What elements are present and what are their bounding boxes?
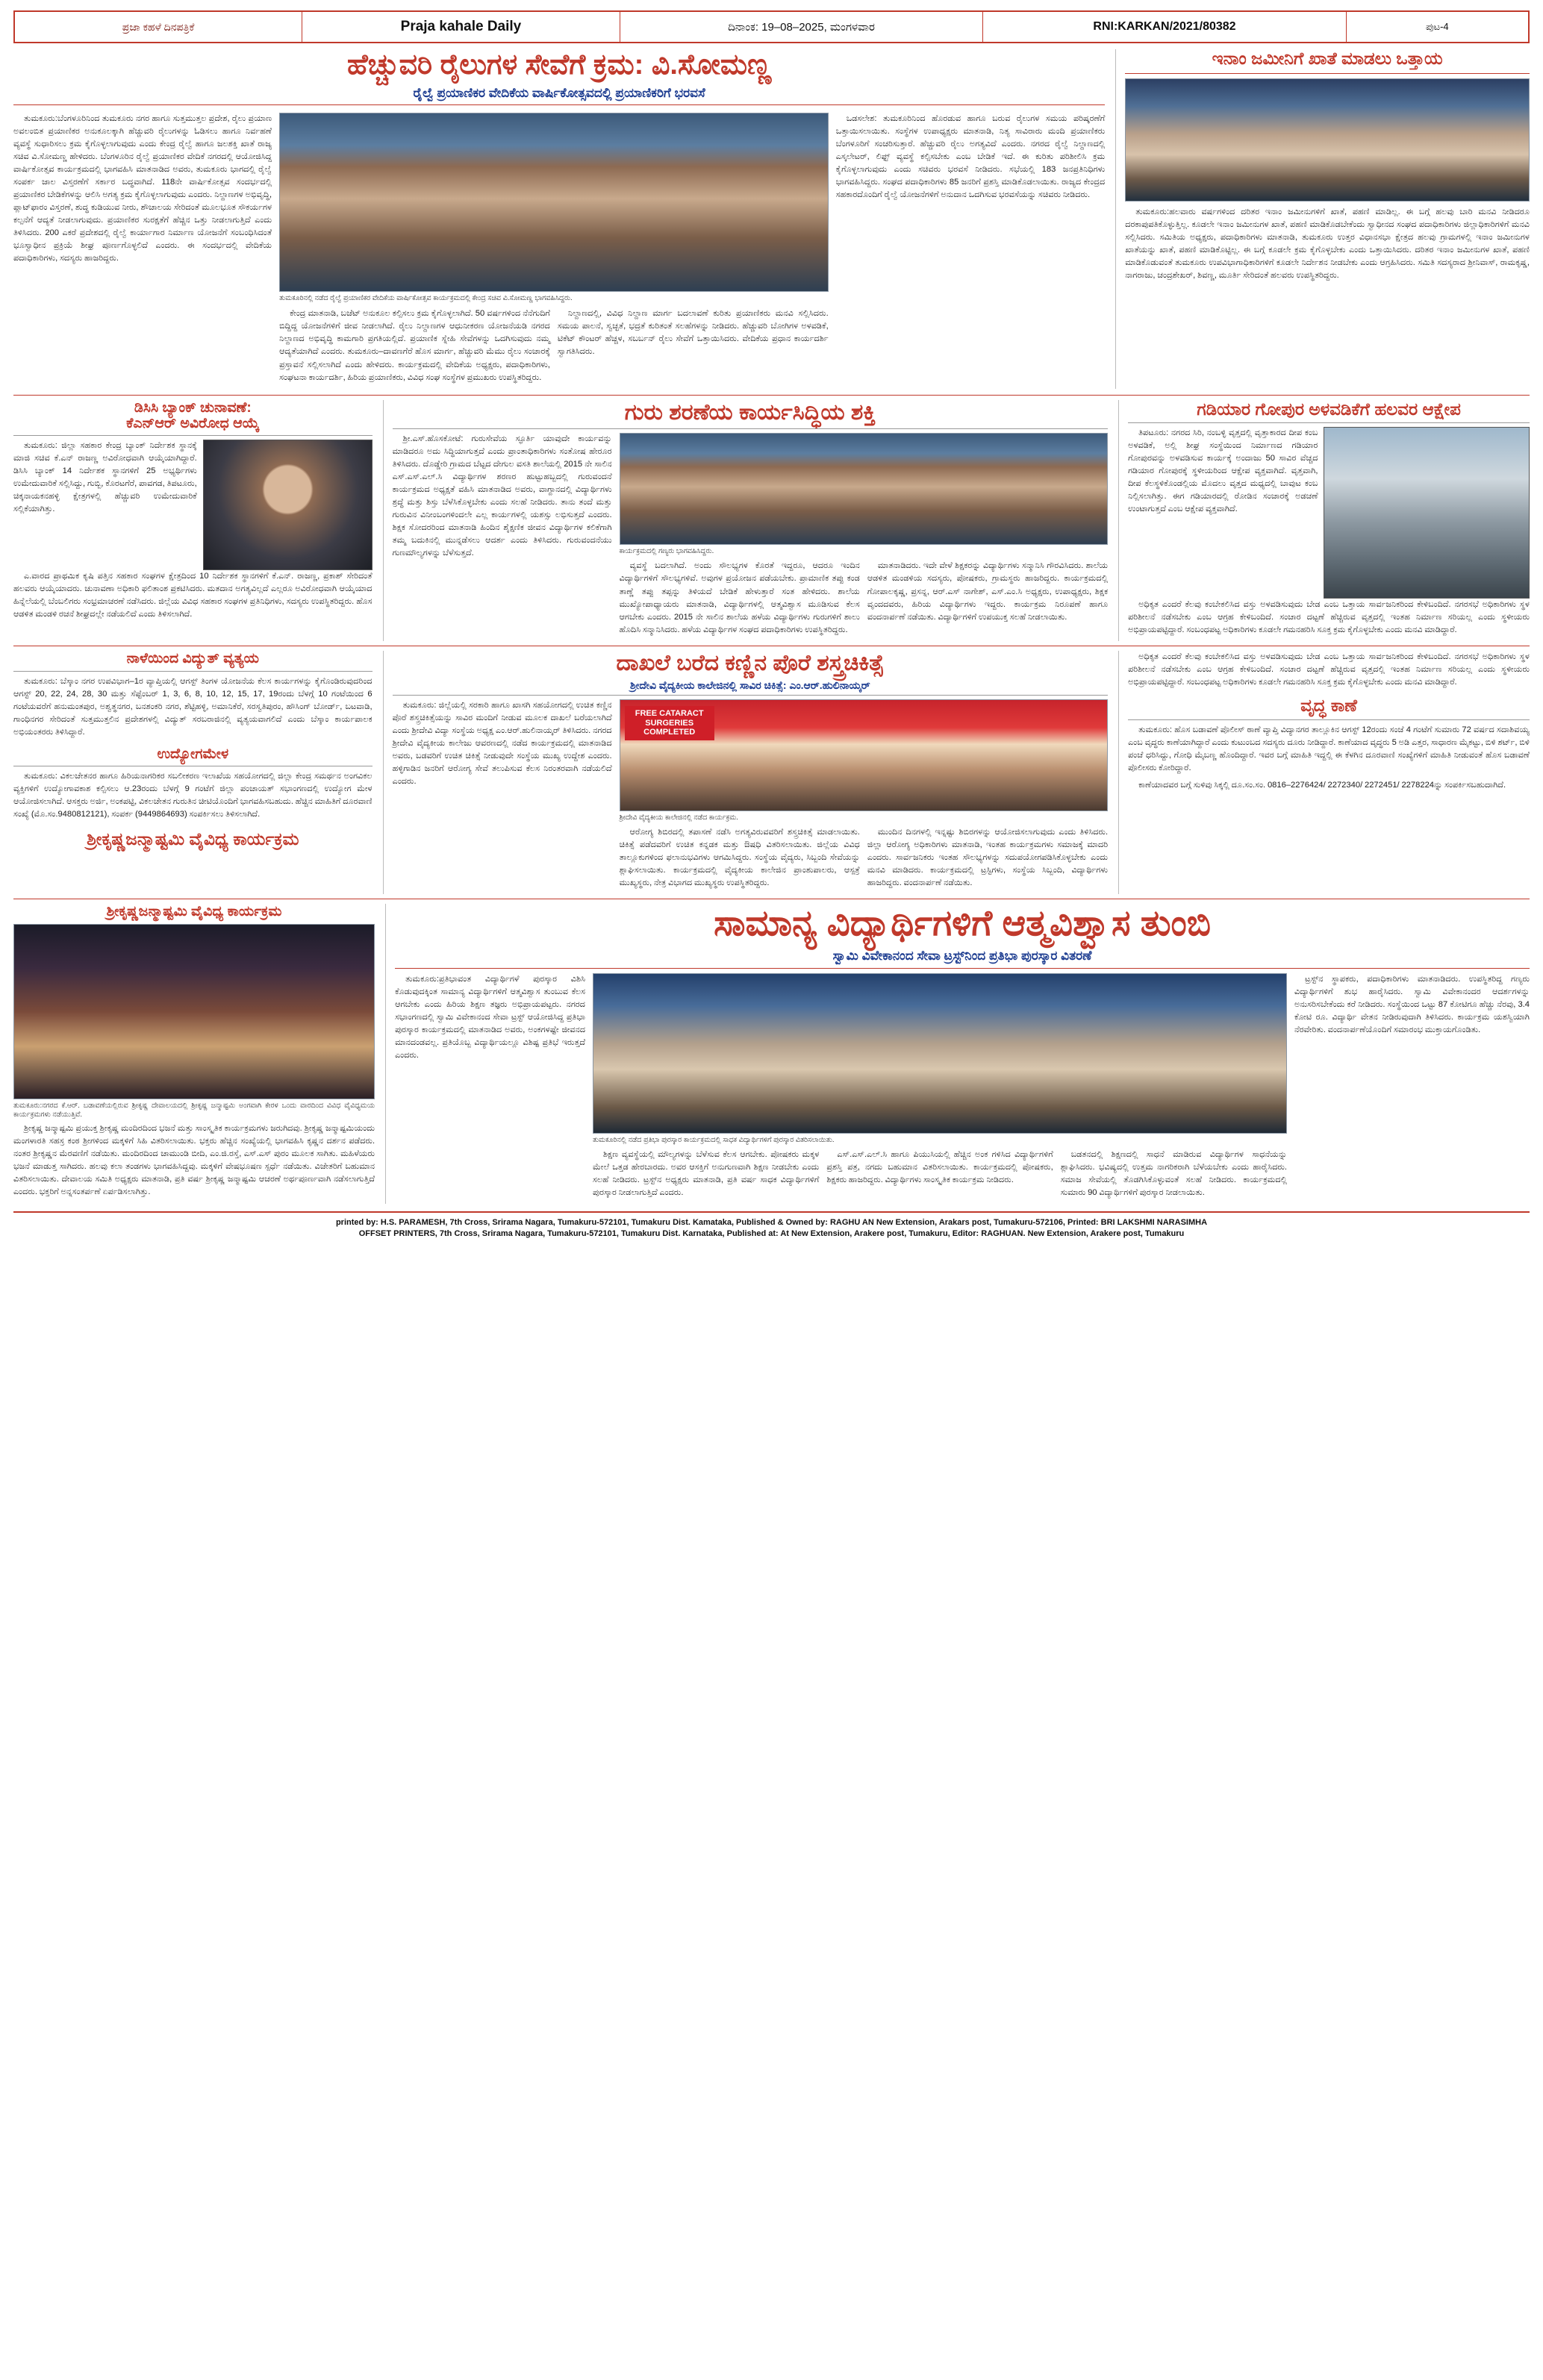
guru-col1-text: ಶ್ರೀ.ಎಸ್.ಹೊಸಕೋಟೆ: ಗುರುಸೇವೆಯ ಸ್ಫೂರ್ತಿ ಯಾವುದೇ ಕಾರ್ಯವನ್ನು ಮಾಡಿದರೂ ಅದು ಸಿದ್ಧಿಯಾಗುತ್ತದೆ ಎಂದು ಪ್ರಾಂತಾಧಿಕಾರಿಗಳು ಸಂತೋಷ ಹೇರೂರ ತಿಳಿಸಿದರು. ದೊಡ್ಡೇರಿ ಗ್ರಾಮದ ಬೆಟ್ಟದ ದೇಗುಲ ವಸತಿ ಶಾಲೆಯಲ್ಲಿ 2015 ನೇ ಸಾಲಿನ ಎಸ್.ಎಸ್.ಎಲ್.ಸಿ ವಿದ್ಯಾರ್ಥಿಗಳ ಶರಣರ ಹುಟ್ಟುಹಬ್ಬದಲ್ಲಿ ಗುರುವಂದನೆ ಕಾರ್ಯಕ್ರಮದ ಅಧ್ಯಕ್ಷತೆ ವಹಿಸಿ ಮಾತನಾಡಿದ ಅವರು, ವಾಗ್ದಾನದಲ್ಲಿ ವಿದ್ಯಾರ್ಥಿಗಳು ಶ್ರದ್ಧೆ ಮತ್ತು ಶಿಸ್ತು ಬೆಳೆಸಿಕೊಳ್ಳಬೇಕು ಎಂದು ಸಲಹೆ ನೀಡಿದರು. ತಾನು ತಂದೆ ಮತ್ತು ಗುರುವಿನ ವಿನೀಂಬಂಗಳಿಂದಲೇ ಎಲ್ಲ ಕಾರ್ಯಗಳಲ್ಲಿ ಯಶಸ್ಸು ಲಭಿಸುತ್ತದೆ ಎಂದರು. ಶಿಕ್ಷಕ ಸೋದರರಿಂದ ಮಾತನಾಡಿ ಹಿಂದಿನ ಶೈಕ್ಷಣಿಕ ಜೀವನ ವಿದ್ಯಾರ್ಥಿಗಳ ಕಲಿಕೆಗಾಗಿ ತಮ್ಮ ಬದುಕಿನಲ್ಲಿ ಮುನ್ನಡೆಸಲು ಆದರ್ಶ ಎಂದು ತಿಳಿಸಿದರು. ಗುರುವಂದನೆಯು ಗುಣಮೌಲ್ಯಗಳನ್ನು ಬೆಳೆಸುತ್ತದೆ. [392, 434, 612, 558]
top-right-col1 [1125, 206, 1530, 287]
obituary-col1 [1128, 724, 1530, 796]
lead-col3-text: ನಿಲ್ದಾಣದಲ್ಲಿ, ವಿವಿಧ ನಿಲ್ದಾಣ ಮಾರ್ಗ ಬದಲಾವಣೆ ಕುರಿತು ಪ್ರಯಾಣಿಕರು ಮನವಿ ಸಲ್ಲಿಸಿದರು. ಸಮಯ ಪಾಲನೆ, ಸ್ವಚ್ಛತೆ, ಭದ್ರತೆ ಕುರಿತಂತೆ ಸಲಹೆಗಳನ್ನು ನೀಡಿದರು. ಹೆಚ್ಚುವರಿ ಬೋಗಿಗಳ ಅಳವಡಿಕೆ, ಟಿಕೆಟ್ ಕೌಂಟರ್ ಹೆಚ್ಚಳ, ಸಬರ್ಬನ್ ರೈಲು ಸೇವೆಗೆ ಒತ್ತಾಯಿಸಿದರು. ವೇದಿಕೆಯ ಪ್ರಧಾನ ಕಾರ್ಯದರ್ಶಿ ಸ್ವಾಗತಿಸಿದರು. [557, 309, 829, 357]
eye-photo [620, 699, 1108, 811]
main-bottom-col1 [395, 973, 585, 1066]
bank-col1-text: ತುಮಕೂರು: ಜಿಲ್ಲಾ ಸಹಕಾರ ಕೇಂದ್ರ ಬ್ಯಾಂಕ್ ನಿರ್ದೇಶಕ ಸ್ಥಾನಕ್ಕೆ ಮಾಜಿ ಸಚಿವ ಕೆ.ಎನ್ ರಾಜಣ್ಣ ಅವಿರೋಧವಾಗಿ ಆಯ್ಕೆಯಾಗಿದ್ದಾರೆ. ಡಿಸಿಸಿ ಬ್ಯಾಂಕ್ 14 ನಿರ್ದೇಶಕ ಸ್ಥಾನಗಳಿಗೆ 25 ಅಭ್ಯರ್ಥಿಗಳು ಉಮೇದುವಾರಿಕೆ ಸಲ್ಲಿಸಿದ್ದು, ಗುಬ್ಬಿ, ಕೊರಟಗೆರೆ, ಪಾವಗಡ, ತಿಪಟೂರು, ಚಿಕ್ಕನಾಯಕನಹಳ್ಳಿ ಕ್ಷೇತ್ರಗಳಲ್ಲಿ ಹೆಚ್ಚುವರಿ ಉಮೇದುವಾರಿಕೆ ಸಲ್ಲಿಕೆಯಾಗಿತ್ತು. [13, 441, 197, 514]
eye-subhead: ಶ್ರೀದೇವಿ ವೈದ್ಯಕೀಯ ಕಾಲೇಜಿನಲ್ಲಿ ಸಾವಿರ ಚಿಕಿತ್ಸೆ: ಎಂ.ಆರ್.ಹುಲಿನಾಯ್ಕರ್ [630, 678, 870, 691]
footer-line-1: printed by: H.S. PARAMESH, 7th Cross, Srirama Nagara, Tumakuru-572101, Tumakuru Dist. Kamataka, Published & Owned by: RAGHU AN New Extension, Arakars post, Tumakuru-572106, Printed: BRI LAKSHMI NARASIMHA [335, 1218, 1208, 1228]
masthead-left-label: ಪ್ರಜಾ ಕಹಳೆ ದಿನಪತ್ರಿಕೆ [15, 12, 302, 42]
eye-banner-text: FREE CATARACT SURGERIES COMPLETED [625, 706, 714, 740]
clock-col2-continued-text: ಅಧಿಕೃತ ಎಂದರೆ ಕೆಲವು ಕಂಬೇಕಲಿಸಿದ ವಸ್ತು ಅಳವಡಿಸುವುದು ಬೇಡ ಎಂಬ ಒತ್ತಾಯ ಸಾರ್ವಜನಿಕರಿಂದ ಕೇಳಿಬಂದಿದೆ. ನಗರಸಭೆ ಅಧಿಕಾರಿಗಳು ಸ್ಥಳ ಪರಿಶೀಲನೆ ನಡೆಸಬೇಕು ಎಂಬ ಆಗ್ರಹ ಕೇಳಿಬಂದಿದೆ. ಸಂಚಾರ ದಟ್ಟಣೆ ಹೆಚ್ಚಿರುವ ವೃತ್ತದಲ್ಲಿ ಇಂತಹ ನಿರ್ಮಾಣ ಸರಿಯಲ್ಲ ಎಂದು ಸ್ಥಳೀಯರು ಅಭಿಪ್ರಾಯಪಟ್ಟಿದ್ದಾರೆ. ಸಂಬಂಧಪಟ್ಟ ಅಧಿಕಾರಿಗಳು ಕೂಡಲೇ ಗಮನಹರಿಸಿ ಸೂಕ್ತ ಕ್ರಮ ಕೈಗೊಳ್ಳಬೇಕು ಎಂದು ಮನವಿ ಮಾಡಿದ್ದಾರೆ. [1128, 652, 1530, 687]
krishna-col1 [13, 1122, 375, 1203]
main-bottom-subhead: ಸ್ವಾಮಿ ವಿವೇಕಾನಂದ ಸೇವಾ ಟ್ರಸ್ಟ್‌ನಿಂದ ಪ್ರತಿಭಾ ಪುರಸ್ಕಾರ ವಿತರಣೆ [832, 949, 1092, 963]
top-right-headline: ಇನಾಂ ಜಮೀನಿಗೆ ಖಾತೆ ಮಾಡಲು ಒತ್ತಾಯ [1212, 49, 1443, 68]
lead-col1-text: ತುಮಕೂರು:ಬೆಂಗಳೂರಿನಿಂದ ತುಮಕೂರು ನಗರ ಹಾಗೂ ಸುತ್ತಮುತ್ತಲ ಪ್ರದೇಶ, ರೈಲು ಪ್ರಯಾಣ ಅವಲಂಬಿತ ಪ್ರಯಾಣಿಕರ ಅನುಕೂಲಕ್ಕಾಗಿ ಹೆಚ್ಚುವರಿ ರೈಲುಗಳನ್ನು ಓಡಿಸಲು ಹಾಗೂ ನಿರ್ವಹಣೆ ವ್ಯವಸ್ಥೆ ಸುಧಾರಿಸಲು ಕ್ರಮ ಕೈಗೊಳ್ಳಲಾಗುವುದು ಎಂದು ಕೇಂದ್ರ ರೈಲ್ವೆ ಹಾಗೂ ಜಲಶಕ್ತಿ ಖಾತೆ ರಾಜ್ಯ ಸಚಿವ ವಿ.ಸೋಮಣ್ಣ ಹೇಳಿದರು. ಬೆಂಗಳೂರಿನ ರೈಲ್ವೆ ಪ್ರಯಾಣಿಕರ ವೇದಿಕೆ ನಗರದಲ್ಲಿ ಆಯೋಜಿಸಿದ್ದ ವಾರ್ಷಿಕೋತ್ಸವ ಕಾರ್ಯಕ್ರಮದಲ್ಲಿ ಭಾಗವಹಿಸಿ ಮಾತನಾಡಿದ ಅವರು, ತುಮಕೂರು ಭಾಗದಲ್ಲಿ ರೈಲ್ವೆ ಸಂಪರ್ಕ ಜಾಲ ವಿಸ್ತರಣೆಗೆ ಸರ್ಕಾರ ಬದ್ಧವಾಗಿದೆ. 118ನೇ ವಾರ್ಷಿಕೋತ್ಸವ ಸಂದರ್ಭದಲ್ಲಿ ಪ್ರಯಾಣಿಕರ ಬೇಡಿಕೆಗಳನ್ನು ಆಲಿಸಿ ಅಗತ್ಯ ಕ್ರಮ ಕೈಗೊಳ್ಳಲಾಗುವುದು ಎಂದರು. ನಿಲ್ದಾಣಗಳ ಅಭಿವೃದ್ಧಿ, ಪ್ಲಾಟ್‌ಫಾರಂ ವಿಸ್ತರಣೆ, ಶುದ್ಧ ಕುಡಿಯುವ ನೀರು, ಶೌಚಾಲಯ ಸೇರಿದಂತೆ ಮೂಲಭೂತ ಸೌಕರ್ಯಗಳ ಕಲ್ಪನೆಗೆ ಆದ್ಯತೆ ನೀಡಲಾಗುವುದು. ಪ್ರಯಾಣಿಕರ ಸುರಕ್ಷತೆಗೆ ಹೆಚ್ಚಿನ ಒತ್ತು ನೀಡಲಾಗುತ್ತಿದೆ ಎಂದು ತಿಳಿಸಿದರು. 200 ಎಕರೆ ಪ್ರದೇಶದಲ್ಲಿ ರೈಲ್ವೆ ಕಾರ್ಯಾಗಾರ ನಿರ್ಮಾಣ ಯೋಜನೆಗೆ ಸಂಬಂಧಿಸಿದಂತೆ ಭೂಸ್ವಾಧೀನ ಪ್ರಕ್ರಿಯೆ ಶೀಘ್ರ ಪೂರ್ಣಗೊಳ್ಳಲಿದೆ ಎಂದರು. ಈ ಸಂದರ್ಭದಲ್ಲಿ ವೇದಿಕೆಯ ಪದಾಧಿಕಾರಿಗಳು, ಸದಸ್ಯರು ಹಾಜರಿದ್ದರು. [13, 114, 272, 263]
bank-col1 [13, 440, 197, 570]
masthead-date: ದಿನಾಂಕ: 19–08–2025, ಮಂಗಳವಾರ [620, 12, 983, 42]
guru-col3-text: ಮಾತನಾಡಿದರು. ಇದೇ ವೇಳೆ ಶಿಕ್ಷಕರನ್ನು ವಿದ್ಯಾರ್ಥಿಗಳು ಸನ್ಮಾನಿಸಿ ಗೌರವಿಸಿದರು. ಶಾಲೆಯ ಆಡಳಿತ ಮಂಡಳಿಯ ಸದಸ್ಯರು, ಪೋಷಕರು, ಗ್ರಾಮಸ್ಥರು ಹಾಜರಿದ್ದರು. ಕಾರ್ಯಕ್ರಮದಲ್ಲಿ ಗೋಪಾಲಕೃಷ್ಣ, ಪ್ರಸನ್ನ, ಆರ್.ಎಸ್ ನಾಗೇಶ್, ಎಸ್.ಎಂ.ಸಿ ಅಧ್ಯಕ್ಷರು, ಉಪಾಧ್ಯಕ್ಷರು, ಶಿಕ್ಷಕ ವೃಂದದವರು, ಹಿರಿಯ ವಿದ್ಯಾರ್ಥಿಗಳು ಇದ್ದರು. ಕಾರ್ಯಕ್ರಮ ನಿರೂಪಣೆ ಹಾಗೂ ವಂದನಾರ್ಪಣೆ ನಡೆಯಿತು. ವಿದ್ಯಾರ್ಥಿಗಳಿಗೆ ಉಪಯುಕ್ತ ಸಲಹೆ ನೀಡಲಾಯಿತು. [867, 561, 1109, 622]
top-right-col1-text: ತುಮಕೂರು:ಹಲವಾರು ವರ್ಷಗಳಿಂದ ದರಿತರ ಇನಾಂ ಜಮೀನುಗಳಿಗೆ ಖಾತೆ, ಪಹಣಿ ಮಾಡಿಲ್ಲ. ಈ ಬಗ್ಗೆ ಹಲವು ಬಾರಿ ಮನವಿ ನೀಡಿದರೂ ದರಕಾಪುಪತಿಕೊಳ್ಳುತ್ತಿಲ್ಲ. ಕೂಡಲೇ ಇನಾಂ ಜಮೀನುಗಳ ಖಾತೆ, ಪಹಣಿ ಮಾಡಿಕೊಡಬೇಕೆಂದು ಸ್ವಾಧೀನದ ಸಂಘದ ಪದಾಧಿಕಾರಿಗಳು ಜಿಲ್ಲಾಧಿಕಾರಿಗಳಿಗೆ ಮನವಿ ಸಲ್ಲಿಸಿದರು. ಸಮಿತಿಯ ಅಧ್ಯಕ್ಷರು, ಪದಾಧಿಕಾರಿಗಳು ಮಾತನಾಡಿ, ತುಮಕೂರು ಉತ್ತರ ವಿಧಾನಸಭಾ ಕ್ಷೇತ್ರದ ಹಲವು ಗ್ರಾಮಗಳಲ್ಲಿ ಇನಾಂ ಜಮೀನುಗಳ ಖಾತೆಯನ್ನು ಖಾತೆ, ಪಹಣಿ ಮಾಡಿಕೊಟ್ಟಿಲ್ಲ. ಈ ಬಗ್ಗೆ ಕೂಡಲೇ ಕ್ರಮ ಕೈಗೊಳ್ಳಬೇಕು ಎಂದು ಒತ್ತಾಯಿಸಿದರು. ದರಿತರ ಇನಾಂ ಜಮೀನುಗಳ ಖಾತೆ, ಪಹಣಿ ಮಾಡಿಕೊಡುವಂತೆ ತುಮಕೂರು ಉಪವಿಭಾಗಾಧಿಕಾರಿಗಳಿಗೆ ಕೂಡಲೇ ನಿರ್ದೇಶನ ನೀಡಬೇಕು ಎಂದು ಆಗ್ರಹಿಸಿದರು. ಸಮಿತಿ ಸದಸ್ಯರಾದ ಶ್ರೀನಿವಾಸ್, ರಾಮಕೃಷ್ಣ, ನಾಗರಾಜು, ಚಂದ್ರಶೇಖರ್, ಶಿವಣ್ಣ, ಮೂರ್ತಿ ಸೇರಿದಂತೆ ಹಲವರು ಉಪಸ್ಥಿತರಿದ್ದರು. [1125, 207, 1530, 280]
clock-col1 [1128, 427, 1318, 599]
lead-headline: ಹೆಚ್ಚುವರಿ ರೈಲುಗಳ ಸೇವೆಗೆ ಕ್ರಮ: ವಿ.ಸೋಮಣ್ಣ [346, 49, 772, 81]
main-bottom-headline: ಸಾಮಾನ್ಯ ವಿದ್ಯಾರ್ಥಿಗಳಿಗೆ ಆತ್ಮವಿಶ್ವಾಸ ತುಂಬಿ [714, 904, 1211, 944]
guru-headline: ಗುರು ಶರಣೆಯ ಕಾರ್ಯಸಿದ್ಧಿಯ ಶಕ್ತಿ [624, 399, 876, 425]
main-bottom-col5 [1294, 973, 1530, 1041]
eye-headline: ದಾಖಲೆ ಬರೆದ ಕಣ್ಣಿನ ಪೊರೆ ಶಸ್ತ್ರಚಿಕಿತ್ಸೆ [616, 651, 885, 676]
main-bottom-col4 [1061, 1149, 1287, 1204]
page-footer [13, 1211, 1530, 1240]
guru-col2 [620, 560, 860, 640]
masthead-page-number: ಪುಟ-4 [1426, 21, 1449, 32]
main-bottom-col3 [826, 1149, 1053, 1204]
main-bottom-photo-caption: ತುಮಕೂರಿನಲ್ಲಿ ನಡೆದ ಪ್ರತಿಭಾ ಪುರಸ್ಕಾರ ಕಾರ್ಯಕ್ರಮದಲ್ಲಿ ಸಾಧಕ ವಿದ್ಯಾರ್ಥಿಗಳಿಗೆ ಪುರಸ್ಕಾರ ವಿತರಿಸಲಾಯಿತು. [593, 1135, 835, 1144]
bank-portrait-photo [203, 440, 372, 570]
eye-col2-text: ಆರೋಗ್ಯ ಶಿಬಿರದಲ್ಲಿ ತಪಾಸಣೆ ನಡೆಸಿ ಅಗತ್ಯವಿರುವವರಿಗೆ ಶಸ್ತ್ರಚಿಕಿತ್ಸೆ ಮಾಡಲಾಯಿತು. ಚಿಕಿತ್ಸೆ ಪಡೆದವರಿಗೆ ಉಚಿತ ಕನ್ನಡಕ ಮತ್ತು ಔಷಧಿ ವಿತರಿಸಲಾಯಿತು. ಜಿಲ್ಲೆಯ ವಿವಿಧ ತಾಲ್ಲೂಕುಗಳಿಂದ ಫಲಾನುಭವಿಗಳು ಆಗಮಿಸಿದ್ದರು. ಸಂಸ್ಥೆಯ ವೈದ್ಯರು, ಸಿಬ್ಬಂದಿ ಸೇವೆಯನ್ನು ಶ್ಲಾಘಿಸಲಾಯಿತು. ಕಾರ್ಯಕ್ರಮದಲ್ಲಿ ವೈದ್ಯಕೀಯ ಕಾಲೇಜಿನ ಪ್ರಾಂಶುಪಾಲರು, ಆಸ್ಪತ್ರೆ ಮುಖ್ಯಸ್ಥರು, ನೇತ್ರ ವಿಭಾಗದ ಮುಖ್ಯಸ್ಥರು ಉಪಸ್ಥಿತರಿದ್ದರು. [619, 828, 860, 888]
school-headline: ನಾಳೆಯಿಂದ ವಿದ್ಯುತ್ ವ್ಯತ್ಯಯ [126, 651, 259, 667]
main-bottom-col3-text: ಎಸ್.ಎಸ್.ಎಲ್.ಸಿ ಹಾಗೂ ಪಿಯುಸಿಯಲ್ಲಿ ಹೆಚ್ಚಿನ ಅಂಕ ಗಳಿಸಿದ ವಿದ್ಯಾರ್ಥಿಗಳಿಗೆ ಪ್ರಶಸ್ತಿ ಪತ್ರ, ನಗದು ಬಹುಮಾನ ವಿತರಿಸಲಾಯಿತು. ಕಾರ್ಯಕ್ರಮದಲ್ಲಿ ಪೋಷಕರು, ಶಿಕ್ಷಕರು ಹಾಜರಿದ್ದರು. ವಿದ್ಯಾರ್ಥಿಗಳು ಸಾಂಸ್ಕೃತಿಕ ಕಾರ್ಯಕ್ರಮ ನೀಡಿದರು. [826, 1150, 1053, 1185]
clock-col1-text: ತಿಪಟೂರು: ನಗರದ ಸಿರಿ, ನಂಬಳ್ಳಿ ವೃತ್ತದಲ್ಲಿ ವೃತ್ತಾಕಾರದ ದೀಪ ಕಂಬ ಅಳವಡಿಕೆ, ಅಲ್ಲಿ ಶೀಘ್ರ ಸಂಸ್ಥೆಯಿಂದ ನಿರ್ಮಾಣದ ಗಡಿಯಾರ ಗೋಪುರವನ್ನು ಅಳವಡಿಸುವ ಕಾರ್ಯಕ್ಕೆ ಅಂದಾಜು 50 ಸಾವಿರ ವೆಚ್ಚದ ಗಡಿಯಾರ ಗೋಪುರಕ್ಕೆ ಸ್ಥಳೀಯರಿಂದ ಆಕ್ಷೇಪ ವ್ಯಕ್ತವಾಗಿದೆ. ವೃತ್ತವಾಗಿ, ದೀಪ ಕೆಲಸ್ಥಳಿಕೊಂಡಲ್ಲಿಯ ಮೊದಲು ವೃತ್ತದ ಮಧ್ಯದಲ್ಲಿ ಬಾವುಟ ಕಂಬ ನಿಲ್ಲಿಸಲಾಗಿತ್ತು. ಈಗ ಗಡಿಯಾರದಲ್ಲಿ ರೋಡಿನ ಸಂಚಾರಕ್ಕೆ ಅಡಚಣೆ ಉಂಟಾಗುತ್ತದೆ ಎಂಬ ಆಕ್ಷೇಪ ವ್ಯಕ್ತವಾಗಿದೆ. [1128, 428, 1318, 514]
clock-tower-photo [1324, 427, 1530, 599]
bank-headline: ಡಿಸಿಸಿ ಬ್ಯಾಂಕ್ ಚುನಾವಣೆ: [134, 399, 252, 416]
obituary-col1-text: ತುಮಕೂರು: ಹೊಸ ಬಡಾವಣೆ ಪೊಲೀಸ್ ಠಾಣೆ ವ್ಯಾಪ್ತಿ ವಿದ್ಯಾನಗರ ತಾಲ್ಲೂಕಿನ ಆಗಸ್ಟ್ 12ರಂದು ಸಂಜೆ 4 ಗಂಟೆಗೆ ಸುಮಾರು 72 ವರ್ಷದ ಸದಾಶಿವಯ್ಯ ಎಂಬ ವೃದ್ಧರು ಕಾಣೆಯಾಗಿದ್ದಾರೆ ಎಂದು ಕುಟುಂಬದ ಸದಸ್ಯರು ದೂರು ನೀಡಿದ್ದಾರೆ. ಕಾಣೆಯಾದ ವೃದ್ಧರು 5 ಅಡಿ ಎತ್ತರ, ಸಾಧಾರಣ ಮೈಕಟ್ಟು, ಬಿಳಿ ಶರ್ಟ್, ಬಿಳಿ ಪಂಚೆ ಧರಿಸಿದ್ದು, ಗೋಧಿ ಮೈಬಣ್ಣ ಹೊಂದಿದ್ದಾರೆ. ಇವರ ಬಗ್ಗೆ ಮಾಹಿತಿ ಇದ್ದಲ್ಲಿ ಈ ಕೆಳಗಿನ ದೂರವಾಣಿ ಸಂಖ್ಯೆಗಳಿಗೆ ಮಾಹಿತಿ ನೀಡುವಂತೆ ಹೊಸ ಬಡಾವಣೆ ಪೊಲೀಸರು ಕೋರಿದ್ದಾರೆ. [1128, 725, 1530, 773]
clock-col2 [1128, 599, 1530, 641]
lead-photo [279, 113, 829, 292]
footer-line-2: OFFSET PRINTERS, 7th Cross, Srirama Nagara, Tumakuru-572101, Tumakuru Dist. Karnataka, Published at: At New Extension, Arakere post, Tumakuru, Editor: RAGHUAN. New Extension, Arakere post, Tumakuru [358, 1228, 1185, 1238]
main-bottom-col1-text: ತುಮಕೂರು:ಪ್ರತಿಭಾವಂತ ವಿದ್ಯಾರ್ಥಿಗಳೆ ಪುರಸ್ಕಾರ ವಿಶಿಸಿ ಕೊಡುವುದಕ್ಕಿಂತ ಸಾಮಾನ್ಯ ವಿದ್ಯಾರ್ಥಿಗಳಿಗೆ ಆತ್ಮವಿಶ್ವಾಸ ತುಂಬುವ ಕೆಲಸ ಆಗಬೇಕು ಎಂದು ಹಿರಿಯ ಶಿಕ್ಷಣ ತಜ್ಞರು ಅಭಿಪ್ರಾಯಪಟ್ಟರು. ನಗರದ ಸಭಾಂಗಣದಲ್ಲಿ ಸ್ವಾಮಿ ವಿವೇಕಾನಂದ ಸೇವಾ ಟ್ರಸ್ಟ್ ಆಯೋಜಿಸಿದ್ದ ಪ್ರತಿಭಾ ಪುರಸ್ಕಾರ ಕಾರ್ಯಕ್ರಮದಲ್ಲಿ ಮಾತನಾಡಿದ ಅವರು, ಅಂಕಗಳಷ್ಟೇ ಜೀವನದ ಮಾನದಂಡವಲ್ಲ. ಪ್ರತಿಯೊಬ್ಬ ವಿದ್ಯಾರ್ಥಿಯಲ್ಲೂ ವಿಶಿಷ್ಟ ಪ್ರತಿಭೆ ಇರುತ್ತದೆ ಎಂದರು. [395, 974, 586, 1060]
school-col1-text: ತುಮಕೂರು: ಬೆಸ್ಕಾಂ ನಗರ ಉಪವಿಭಾಗ–1ರ ವ್ಯಾಪ್ತಿಯಲ್ಲಿ ಆಗಸ್ಟ್ ತಿಂಗಳ ಯೋಜನೆಯ ಕೆಲಸ ಕಾರ್ಯಗಳನ್ನು ಕೈಗೊಂಡಿರುವುದರಿಂದ ಆಗಸ್ಟ್ 20, 22, 24, 28, 30 ಮತ್ತು ಸೆಪ್ಟೆಂಬರ್ 1, 3, 6, 8, 10, 12, 15, 17, 19ರಂದು ಬೆಳಗ್ಗೆ 10 ಗಂಟೆಯಿಂದ 6 ಗಂಟೆಯವರೆಗೆ ಹನುಮಂತಪುರ, ಅಶ್ವತ್ಥನಗರ, ಬನಶಂಕರಿ ನಗರ, ಶೆಟ್ಟಿಹಳ್ಳಿ, ಅಮಾನಿಕೆರೆ, ಸರಸ್ವತಿಪುರಂ, ಹೌಸಿಂಗ್ ಬೋರ್ಡ್, ಬಟವಾಡಿ, ಗಾಂಧಿನಗರ ಸೇರಿದಂತೆ ಸುತ್ತಮುತ್ತಲಿನ ಪ್ರದೇಶಗಳಲ್ಲಿ ವಿದ್ಯುತ್ ಸರಬರಾಜಿನಲ್ಲಿ ವ್ಯತ್ಯಯವಾಗಲಿದೆ ಎಂದು ಬೆಸ್ಕಾಂ ಕಾರ್ಯಪಾಲಕ ಅಭಿಯಂತರರು ತಿಳಿಸಿದ್ದಾರೆ. [13, 676, 372, 737]
guru-col2-text: ವ್ಯವಸ್ಥೆ ಬದಲಾಗಿದೆ. ಅಂದು ಸೌಲಭ್ಯಗಳ ಕೊರತೆ ಇದ್ದರೂ, ಆದರೂ ಇಂದಿನ ವಿದ್ಯಾರ್ಥಿಗಳಿಗೆ ಸೌಲಭ್ಯಗಳಿವೆ. ಅವುಗಳ ಪ್ರಯೋಜನ ಪಡೆಯಬೇಕು. ಪ್ರಾಮಾಣಿಕ ತಪ್ಪು ಕಂಡ ತಾಣ್ಣೆ ತಪ್ಪು ತಪ್ಪನ್ನು ತಿಳಿಯದೆ ಬೇಡಿಕೆ ಹೇಳುತ್ತಾರೆ ಸಂತ ಹೇಳಿದರು. ಶಾಲೆಯ ಮುಖ್ಯೋಪಾಧ್ಯಾಯರು ಮಾತನಾಡಿ, ವಿದ್ಯಾರ್ಥಿಗಳಲ್ಲಿ ಆತ್ಮವಿಶ್ವಾಸ ಮೂಡಿಸುವ ಕೆಲಸ ಆಗಬೇಕು ಎಂದರು. 2015 ನೇ ಸಾಲಿನ ಶಾಲೆಯ ಹಳೆಯ ವಿದ್ಯಾರ್ಥಿಗಳು ಗುರುಗಳಿಗೆ ಶಾಲು ಹೊದಿಸಿ ಸನ್ಮಾನಿಸಿದರು. ಹಳೆಯ ವಿದ್ಯಾರ್ಥಿಗಳ ಸಂಘದ ಪದಾಧಿಕಾರಿಗಳು ಉಪಸ್ಥಿತರಿದ್ದರು. [619, 561, 860, 634]
bank-col2-text: ಎ.ವಾರದ ಪ್ರಾಥಮಿಕ ಕೃಷಿ ಪತ್ತಿನ ಸಹಕಾರ ಸಂಘಗಳ ಕ್ಷೇತ್ರದಿಂದ 10 ನಿರ್ದೇಶಕ ಸ್ಥಾನಗಳಿಗೆ ಕೆ.ಎನ್. ರಾಜಣ್ಣ, ಪ್ರಕಾಶ್ ಸೇರಿದಂತೆ ಹಲವರು ಆಯ್ಕೆಯಾದರು. ಚುನಾವಣಾ ಅಧಿಕಾರಿ ಫಲಿತಾಂಶ ಪ್ರಕಟಿಸಿದರು. ಮತದಾನ ಅಗತ್ಯವಿಲ್ಲದೆ ಎಲ್ಲರೂ ಅವಿರೋಧವಾಗಿ ಆಯ್ಕೆಯಾದ ಹಿನ್ನೆಲೆಯಲ್ಲಿ ಬೆಂಬಲಿಗರು ಸಂಭ್ರಮಾಚರಣೆ ನಡೆಸಿದರು. ಜಿಲ್ಲೆಯ ವಿವಿಧ ಸಹಕಾರ ಸಂಘಗಳ ಪ್ರತಿನಿಧಿಗಳು, ಸದಸ್ಯರು ಉಪಸ್ಥಿತರಿದ್ದರು. ಹೊಸ ಆಡಳಿತ ಮಂಡಳಿ ರಚನೆ ಶೀಘ್ರದಲ್ಲೇ ನಡೆಯಲಿದೆ ಎಂದು ತಿಳಿಸಲಾಗಿದೆ. [13, 572, 372, 619]
main-bottom-col4-text: ಬಡತನದಲ್ಲಿ ಶಿಕ್ಷಣದಲ್ಲಿ ಸಾಧನೆ ಮಾಡಿರುವ ವಿದ್ಯಾರ್ಥಿಗಳ ಸಾಧನೆಯನ್ನು ಶ್ಲಾಘಿಸಿದರು. ಭವಿಷ್ಯದಲ್ಲಿ ಉತ್ತಮ ನಾಗರಿಕರಾಗಿ ಬೆಳೆಯಬೇಕು ಎಂದು ಹಾರೈಸಿದರು. ಸಮಾಜ ಸೇವೆಯಲ್ಲಿ ತೊಡಗಿಸಿಕೊಳ್ಳುವಂತೆ ಸಲಹೆ ನೀಡಿದರು. ಕಾರ್ಯಕ್ರಮದಲ್ಲಿ ಸುಮಾರು 90 ವಿದ್ಯಾರ್ಥಿಗಳಿಗೆ ಪುರಸ್ಕಾರ ನೀಡಲಾಯಿತು. [1060, 1150, 1288, 1198]
eye-col1 [393, 699, 612, 793]
lead-subhead: ರೈಲ್ವೆ ಪ್ರಯಾಣಿಕರ ವೇದಿಕೆಯ ವಾರ್ಷಿಕೋತ್ಸವದಲ್ಲಿ ಪ್ರಯಾಣಿಕರಿಗೆ ಭರವಸೆ [413, 85, 705, 100]
eye-col3-text: ಮುಂದಿನ ದಿನಗಳಲ್ಲಿ ಇನ್ನಷ್ಟು ಶಿಬಿರಗಳನ್ನು ಆಯೋಜಿಸಲಾಗುವುದು ಎಂದು ತಿಳಿಸಿದರು. ಜಿಲ್ಲಾ ಆರೋಗ್ಯ ಅಧಿಕಾರಿಗಳು ಮಾತನಾಡಿ, ಇಂತಹ ಕಾರ್ಯಕ್ರಮಗಳು ಸಮಾಜಕ್ಕೆ ಮಾದರಿ ಎಂದರು. ಸಾರ್ವಜನಿಕರು ಇಂತಹ ಸೌಲಭ್ಯಗಳನ್ನು ಸದುಪಯೋಗಪಡಿಸಿಕೊಳ್ಳಬೇಕು ಎಂದು ಮನವಿ ಮಾಡಿದರು. ಕಾರ್ಯಕ್ರಮದಲ್ಲಿ ಟ್ರಸ್ಟಿಗಳು, ಸಂಸ್ಥೆಯ ಸಿಬ್ಬಂದಿ, ವಿದ್ಯಾರ್ಥಿಗಳು ಹಾಜರಿದ್ದರು. ವಂದನಾರ್ಪಣೆ ನಡೆಯಿತು. [867, 828, 1109, 888]
lead-photo-caption: ತುಮಕೂರಿನಲ್ಲಿ ನಡೆದ ರೈಲ್ವೆ ಪ್ರಯಾಣಿಕರ ವೇದಿಕೆಯ ವಾರ್ಷಿಕೋತ್ಸವ ಕಾರ್ಯಕ್ರಮದಲ್ಲಿ ಕೇಂದ್ರ ಸಚಿವ ವಿ.ಸೋಮಣ್ಣ ಭಾಗವಹಿಸಿದ್ದರು. [279, 294, 573, 303]
lead-col4-text: ಒಡಸಲೇಶ: ತುಮಕೂರಿನಿಂದ ಹೊರಡುವ ಹಾಗೂ ಬರುವ ರೈಲುಗಳ ಸಮಯ ಪರಿಷ್ಕರಣೆಗೆ ಒತ್ತಾಯಿಸಲಾಯಿತು. ಸಂಸ್ಥೆಗಳ ಉಪಾಧ್ಯಕ್ಷರು ಮಾತನಾಡಿ, ನಿತ್ಯ ಸಾವಿರಾರು ಮಂದಿ ಪ್ರಯಾಣಿಕರು ಬೆಂಗಳೂರಿಗೆ ಸಂಚರಿಸುತ್ತಾರೆ. ಹೆಚ್ಚುವರಿ ರೈಲು ಅಗತ್ಯವಿದೆ ಎಂದರು. ನಗರದ ರೈಲ್ವೆ ನಿಲ್ದಾಣದಲ್ಲಿ ಎಸ್ಕಲೇಟರ್, ಲಿಫ್ಟ್ ವ್ಯವಸ್ಥೆ ಕಲ್ಪಿಸಬೇಕು ಎಂಬ ಬೇಡಿಕೆ ಇದೆ. ಈ ಕುರಿತು ಪರಿಶೀಲಿಸಿ ಕ್ರಮ ಕೈಗೊಳ್ಳಲಾಗುವುದು ಎಂದು ಸಚಿವರು ಭರವಸೆ ನೀಡಿದರು. ಸಭೆಯಲ್ಲಿ 183 ಜನಪ್ರತಿನಿಧಿಗಳು ಭಾಗವಹಿಸಿದ್ದರು. ಸಂಘದ ಪದಾಧಿಕಾರಿಗಳು 85 ಜನರಿಗೆ ಪ್ರಶಸ್ತಿ ಮಾಡಿಕೊಡಲಾಯಿತು. ರಾಜ್ಯದ ಕೇಂದ್ರದ ಸಹಕಾರದೊಂದಿಗೆ ರೈಲ್ವೆ ಯೋಜನೆಗಳಿಗೆ ಅನುದಾನ ಒದಗಿಸುವ ಭರವಸೆಯನ್ನು ಸಚಿವರು ನೀಡಿದರು. [835, 114, 1106, 200]
guru-col3 [867, 560, 1108, 640]
lead-col3 [558, 307, 829, 388]
lead-col2 [279, 307, 550, 388]
eye-photo-caption: ಶ್ರೀದೇವಿ ವೈದ್ಯಕೀಯ ಕಾಲೇಜಿನಲ್ಲಿ ನಡೆದ ಕಾರ್ಯಕ್ರಮ. [619, 813, 738, 822]
school-col1 [13, 675, 372, 743]
jobfair-col1-text: ತುಮಕೂರು: ವಿಕಲಚೇತನರ ಹಾಗೂ ಹಿರಿಯನಾಗರಿಕರ ಸಬಲೀಕರಣ ಇಲಾಖೆಯ ಸಹಯೋಗದಲ್ಲಿ ಜಿಲ್ಲಾ ಕೇಂದ್ರ ಸಮರ್ಥನ ಅಂಗವಿಕಲ ವ್ಯಕ್ತಿಗಳಿಗೆ ಉದ್ಯೋಗಾವಕಾಶ ಕಲ್ಪಿಸಲು ಆ.23ರಂದು ಬೆಳಗ್ಗೆ 9 ಗಂಟೆಗೆ ಜಿಲ್ಲಾ ಪಂಚಾಯತ್ ಸಭಾಂಗಣದಲ್ಲಿ ಉದ್ಯೋಗ ಮೇಳ ಆಯೋಜಿಸಲಾಗಿದೆ. ಆಸಕ್ತರು ಅರ್ಜಿ, ಅಂಕಪಟ್ಟಿ, ವಿಕಲಚೇತನ ಗುರುತಿನ ಚೀಟಿಯೊಂದಿಗೆ ಭಾಗವಹಿಸಬಹುದು. ಹೆಚ್ಚಿನ ಮಾಹಿತಿಗೆ ದೂರವಾಣಿ ಸಂಖ್ಯೆ (ಮೊ.ಸಂ.9480812121), ಸಂಪರ್ಕ (9449864693) ಸಂಪರ್ಕಿಸಲು ತಿಳಿಸಲಾಗಿದೆ. [13, 771, 372, 819]
obituary-headline: ವೃದ್ಧ ಕಾಣೆ [1300, 696, 1357, 716]
lead-col1 [13, 113, 272, 269]
jobfair-col1 [13, 770, 372, 825]
eye-col1-text: ತುಮಕೂರು: ಜಿಲ್ಲೆಯಲ್ಲಿ ಸರಕಾರಿ ಹಾಗೂ ಖಾಸಗಿ ಸಹಯೋಗದಲ್ಲಿ ಉಚಿತ ಕಣ್ಣಿನ ಪೊರೆ ಶಸ್ತ್ರಚಿಕಿತ್ಸೆಯನ್ನು ಸಾವಿರ ಮಂದಿಗೆ ನೀಡುವ ಮೂಲಕ ದಾಖಲೆ ಬರೆಯಲಾಗಿದೆ ಎಂದು ಶ್ರೀದೇವಿ ವಿದ್ಯಾ ಸಂಸ್ಥೆಯ ಅಧ್ಯಕ್ಷ ಎಂ.ಆರ್.ಹುಲಿನಾಯ್ಕರ್ ತಿಳಿಸಿದರು. ನಗರದ ಶ್ರೀದೇವಿ ವೈದ್ಯಕೀಯ ಕಾಲೇಜು ಆವರಣದಲ್ಲಿ ನಡೆದ ಕಾರ್ಯಕ್ರಮದಲ್ಲಿ ಮಾತನಾಡಿದ ಅವರು, ಬಡವರಿಗೆ ಉಚಿತ ಚಿಕಿತ್ಸೆ ನೀಡುವುದೇ ಸಂಸ್ಥೆಯ ಮುಖ್ಯ ಉದ್ದೇಶ ಎಂದರು. ಹಳ್ಳಿಗಾಡಿನ ಜನರಿಗೆ ಆರೋಗ್ಯ ಸೇವೆ ತಲುಪಿಸುವ ಕೆಲಸ ನಿರಂತರವಾಗಿ ನಡೆಯಲಿದೆ ಎಂದರು. [392, 701, 612, 787]
eye-col2 [620, 826, 860, 894]
main-bottom-photo [593, 973, 1287, 1134]
guru-photo [620, 433, 1108, 545]
top-right-photo [1125, 78, 1530, 202]
bank-col2 [13, 570, 372, 625]
clock-col2-text: ಅಧಿಕೃತ ಎಂದರೆ ಕೆಲವು ಕಂಬೇಕಲಿಸಿದ ವಸ್ತು ಅಳವಡಿಸುವುದು ಬೇಡ ಎಂಬ ಒತ್ತಾಯ ಸಾರ್ವಜನಿಕರಿಂದ ಕೇಳಿಬಂದಿದೆ. ನಗರಸಭೆ ಅಧಿಕಾರಿಗಳು ಸ್ಥಳ ಪರಿಶೀಲನೆ ನಡೆಸಬೇಕು ಎಂಬ ಆಗ್ರಹ ಕೇಳಿಬಂದಿದೆ. ಸಂಚಾರ ದಟ್ಟಣೆ ಹೆಚ್ಚಿರುವ ವೃತ್ತದಲ್ಲಿ ಇಂತಹ ನಿರ್ಮಾಣ ಸರಿಯಲ್ಲ ಎಂದು ಸ್ಥಳೀಯರು ಅಭಿಪ್ರಾಯಪಟ್ಟಿದ್ದಾರೆ. ಸಂಬಂಧಪಟ್ಟ ಅಧಿಕಾರಿಗಳು ಕೂಡಲೇ ಗಮನಹರಿಸಿ ಸೂಕ್ತ ಕ್ರಮ ಕೈಗೊಳ್ಳಬೇಕು ಎಂದು ಮನವಿ ಮಾಡಿದ್ದಾರೆ. [1128, 600, 1530, 635]
guru-col1 [393, 433, 612, 564]
jobfair-headline: ಉದ್ಯೋಗಮೇಳ [157, 746, 229, 762]
krishna-photo [13, 924, 375, 1099]
lead-col2-text: ಕೇಂದ್ರ ಮಾತನಾಡಿ, ಬಜೆಟ್ ಅನುಕೂಲ ಕಲ್ಪಿಸಲು ಕ್ರಮ ಕೈಗೊಳ್ಳಲಾಗಿದೆ. 50 ವರ್ಷಗಳಿಂದ ನೆನೆಗುದಿಗೆ ಬಿದ್ದಿದ್ದ ಯೋಜನೆಗಳಿಗೆ ಜೀವ ನೀಡಲಾಗಿದೆ. ರೈಲು ನಿಲ್ದಾಣಗಳ ಆಧುನೀಕರಣ ಯೋಜನೆಯಡಿ ನಗರದ ನಿಲ್ದಾಣದ ಅಭಿವೃದ್ಧಿ ಕಾಮಗಾರಿ ಪ್ರಗತಿಯಲ್ಲಿದೆ. ಪ್ರಯಾಣಿಕ ಸ್ನೇಹಿ ಸೇವೆಗಳನ್ನು ಒದಗಿಸುವುದು ನಮ್ಮ ಆದ್ಯತೆಯಾಗಿದೆ ಎಂದರು. ತುಮಕೂರು–ದಾವಣಗೆರೆ ಹೊಸ ಮಾರ್ಗ, ಹೆಚ್ಚುವರಿ ಮೆಮು ರೈಲು ಸಂಚಾರಕ್ಕೆ ಪ್ರಸ್ತಾವನೆ ಸಲ್ಲಿಸಲಾಗಿದೆ ಎಂದು ಹೇಳಿದರು. ಕಾರ್ಯಕ್ರಮದಲ್ಲಿ ವೇದಿಕೆಯ ಅಧ್ಯಕ್ಷರು, ಪದಾಧಿಕಾರಿಗಳು, ಸಂಘಟನಾ ಕಾರ್ಯದರ್ಶಿ, ಹಿರಿಯ ಪ್ರಯಾಣಿಕರು, ವಿವಿಧ ಸಂಘ ಸಂಸ್ಥೆಗಳ ಪ್ರಮುಖರು ಉಪಸ್ಥಿತರಿದ್ದರು. [279, 309, 550, 382]
bank-subhead: ಕೆಎನ್‌ಆರ್ ಅವಿರೋಧ ಆಯ್ಕೆ [126, 415, 260, 431]
main-bottom-col5-text: ಟ್ರಸ್ಟ್‌ನ ಸ್ಥಾಪಕರು, ಪದಾಧಿಕಾರಿಗಳು ಮಾತನಾಡಿದರು. ಉಪಸ್ಥಿತರಿದ್ದ ಗಣ್ಯರು ವಿದ್ಯಾರ್ಥಿಗಳಿಗೆ ಶುಭ ಹಾರೈಸಿದರು. ಸ್ವಾಮಿ ವಿವೇಕಾನಂದರ ಆದರ್ಶಗಳನ್ನು ಅನುಸರಿಸಬೇಕೆಂದು ಕರೆ ನೀಡಿದರು. ಸಂಸ್ಥೆಯಿಂದ ಒಟ್ಟು 87 ಕೋಟಿಗೂ ಹೆಚ್ಚು ನೆರವು, 3.4 ಕೋಟಿ ರೂ. ವಿದ್ಯಾರ್ಥಿ ವೇತನ ನೀಡಿರುವುದಾಗಿ ತಿಳಿಸಿದರು. ಕಾರ್ಯಕ್ರಮ ಯಶಸ್ವಿಯಾಗಿ ನೆರವೇರಿತು. ವಂದನಾರ್ಪಣೆಯೊಂದಿಗೆ ಸಮಾರಂಭ ಮುಕ್ತಾಯಗೊಂಡಿತು. [1294, 974, 1530, 1034]
krishna-subtitle: ಶ್ರೀಕೃಷ್ಣಜನ್ಮಾಷ್ಟಮಿ ವೈವಿಧ್ಯ ಕಾರ್ಯಕ್ರಮ [106, 904, 282, 920]
masthead-title: Praja kahale Daily [302, 12, 620, 42]
krishna-col1-text: ಶ್ರೀಕೃಷ್ಣ ಜನ್ಮಾಷ್ಟಮಿ ಪ್ರಯುಕ್ತ ಶ್ರೀಕೃಷ್ಣ ಮಂದಿರದಿಂದ ಭಜನೆ ಮತ್ತು ಸಾಂಸ್ಕೃತಿಕ ಕಾರ್ಯಕ್ರಮಗಳು ಜರುಗಿದವು. ಶ್ರೀಕೃಷ್ಣ ಜನ್ಮಾಷ್ಟಮಿಯಂದು ಮಂಗಳಾರತಿ ಸಹಸ್ರ ಕಂಠ ಶ್ರೀಗಳಿಂದ ಮಕ್ಕಳಿಗೆ ಸಿಹಿ ವಿತರಿಸಲಾಯಿತು. ಭಕ್ತರು ಹೆಚ್ಚಿನ ಸಂಖ್ಯೆಯಲ್ಲಿ ಭಾಗವಹಿಸಿ ಕೃಷ್ಣನ ದರ್ಶನ ಪಡೆದರು. ನಂತರ ಶ್ರೀಕೃಷ್ಣನ ಮೆರವಣಿಗೆ ನಡೆಯಿತು. ಮಂದಿರದಿಂದ ಚಾಮುಂಡಿ ಬೀದಿ, ಎಂ.ಜಿ.ರಸ್ತೆ, ಎಸ್.ಎಸ್ ಪುರಂ ಮೂಲಕ ಸಾಗಿತು. ಮಹಿಳೆಯರು ಭಜನೆ ಮಾಡುತ್ತ ಸಾಗಿದರು. ಹಲವು ಕಲಾ ತಂಡಗಳು ಭಾಗವಹಿಸಿದ್ದವು. ಮಕ್ಕಳಿಗೆ ವೇಷಭೂಷಣ ಸ್ಪರ್ಧೆ ನಡೆಯಿತು. ವಿಜೇತರಿಗೆ ಬಹುಮಾನ ವಿತರಿಸಲಾಯಿತು. ದೇವಾಲಯ ಸಮಿತಿ ಅಧ್ಯಕ್ಷರು ಮಾತನಾಡಿ, ಪ್ರತಿ ವರ್ಷ ಶ್ರೀಕೃಷ್ಣ ಜನ್ಮಾಷ್ಟಮಿ ಆಚರಣೆ ಅರ್ಥಪೂರ್ಣವಾಗಿ ನಡೆಸಲಾಗುತ್ತಿದೆ ಎಂದರು. ಭಕ್ತರಿಗೆ ಅನ್ನಸಂತರ್ಪಣೆ ಏರ್ಪಡಿಸಲಾಗಿತ್ತು. [13, 1124, 375, 1197]
obituary-phones: ಕಾಣೆಯಾದವರ ಬಗ್ಗೆ ಸುಳಿವು ಸಿಕ್ಕಲ್ಲಿ ದೂ.ಸಂ.ಸಂ. 0816–2276424/ 2272340/ 2272451/ 2278224ನ್ನು ಸಂಪರ್ಕಿಸಬಹುದಾಗಿದೆ. [1138, 781, 1506, 790]
masthead-rni: RNI:KARKAN/2021/80382 [983, 12, 1346, 42]
main-bottom-col2 [593, 1149, 819, 1204]
krishna-photo-caption: ತುಮಕೂರು:ನಗರದ ಕೆ.ಆರ್. ಬಡಾವಣೆಯಲ್ಲಿರುವ ಶ್ರೀಕೃಷ್ಣ ದೇವಾಲಯದಲ್ಲಿ ಶ್ರೀಕೃಷ್ಣ ಜನ್ಮಾಷ್ಟಮಿ ಅಂಗವಾಗಿ ಕೇರಳ ಒಂದು ವಾರದಿಂದ ವಿವಿಧ ವೈವಿಧ್ಯಮಯ ಕಾರ್ಯಕ್ರಮಗಳು ನಡೆಯುತ್ತಿವೆ. [13, 1101, 375, 1119]
eye-col3 [867, 826, 1108, 894]
clock-headline: ಗಡಿಯಾರ ಗೋಪುರ ಅಳವಡಿಕೆಗೆ ಹಲವರ ಆಕ್ಷೇಪ [1197, 399, 1461, 419]
guru-photo-caption: ಕಾರ್ಯಕ್ರಮದಲ್ಲಿ ಗಣ್ಯರು ಭಾಗವಹಿಸಿದ್ದರು. [619, 547, 714, 556]
krishna-headline: ಶ್ರೀಕೃಷ್ಣಜನ್ಮಾಷ್ಟಮಿ ವೈವಿಧ್ಯ ಕಾರ್ಯಕ್ರಮ [87, 829, 299, 849]
masthead [13, 10, 1530, 43]
lead-col4 [836, 113, 1106, 206]
clock-col2-continued [1128, 651, 1530, 693]
main-bottom-col2-text: ಶಿಕ್ಷಣ ವ್ಯವಸ್ಥೆಯಲ್ಲಿ ಮೌಲ್ಯಗಳನ್ನು ಬೆಳೆಸುವ ಕೆಲಸ ಆಗಬೇಕು. ಪೋಷಕರು ಮಕ್ಕಳ ಮೇಲೆ ಒತ್ತಡ ಹೇರಬಾರದು. ಅವರ ಆಸಕ್ತಿಗೆ ಅನುಗುಣವಾಗಿ ಶಿಕ್ಷಣ ನೀಡಬೇಕು ಎಂದು ಸಲಹೆ ನೀಡಿದರು. ಟ್ರಸ್ಟ್‌ನ ಅಧ್ಯಕ್ಷರು ಮಾತನಾಡಿ, ಪ್ರತಿ ವರ್ಷ ಸಾಧಕ ವಿದ್ಯಾರ್ಥಿಗಳಿಗೆ ಪುರಸ್ಕಾರ ನೀಡಲಾಗುತ್ತಿದೆ ಎಂದರು. [593, 1150, 820, 1198]
